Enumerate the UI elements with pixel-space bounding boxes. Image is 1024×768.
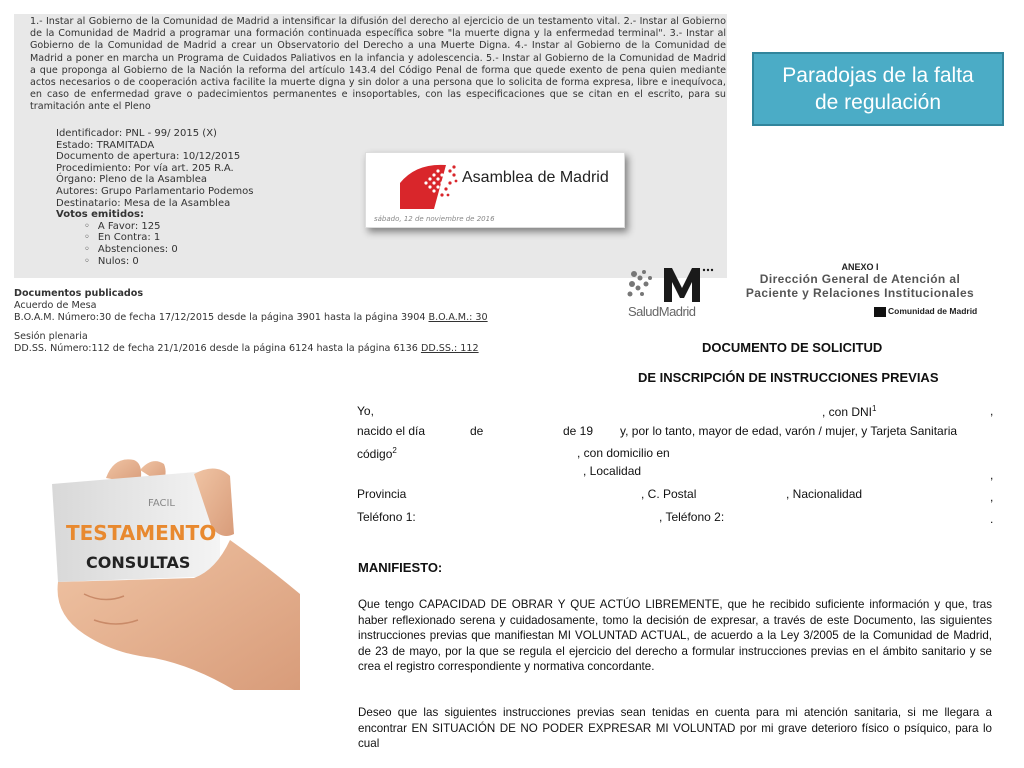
vote-item: ◦ Abstenciones: 0 — [84, 244, 253, 256]
trailing-comma: , — [990, 404, 994, 418]
comunidad-flag-icon — [874, 307, 886, 317]
field-de: de — [470, 424, 484, 438]
title-line-2: de regulación — [814, 91, 942, 114]
field-con-dni — [822, 404, 876, 419]
footnote-1: 1 — [872, 404, 877, 413]
field-domicilio: , con domicilio en — [577, 446, 670, 460]
motion-panel — [14, 14, 727, 278]
ddss-row — [14, 343, 488, 355]
boam-link[interactable]: B.O.A.M.: 30 — [428, 311, 488, 323]
field-localidad: , Localidad — [583, 464, 642, 478]
votes-list — [56, 221, 253, 267]
vote-item: ◦ A Favor: 125 — [84, 221, 253, 233]
ddss-text: DD.SS. Número:112 de fecha 21/1/2016 desde la página 6124 hasta la página 6136 — [14, 343, 418, 355]
organo: Órgano: Pleno de la Asamblea — [56, 174, 207, 186]
card-text-consultas: CONSULTAS — [86, 553, 191, 572]
field-telefono-2: , Teléfono 2: — [659, 510, 725, 524]
vote-item: ◦ En Contra: 1 — [84, 232, 253, 244]
codigo-label: código — [357, 447, 393, 461]
trailing-comma: , — [990, 490, 994, 504]
asamblea-date: sábado, 12 de noviembre de 2016 — [374, 215, 495, 223]
field-yo: Yo, — [357, 404, 374, 418]
manifiesto-title: MANIFIESTO: — [358, 560, 443, 575]
direccion-general — [726, 272, 994, 300]
published-documents — [14, 288, 488, 355]
asamblea-name: Asamblea de Madrid — [462, 169, 609, 186]
field-mayor-edad: y, por lo tanto, mayor de edad, varón / mujer, y Tarjeta Sanitaria — [620, 424, 958, 438]
ddss-link[interactable]: DD.SS.: 112 — [420, 343, 479, 355]
footnote-2: 2 — [392, 446, 397, 455]
direccion-line-2: Paciente y Relaciones Institucionales — [745, 286, 975, 300]
manifiesto-paragraph-2: Deseo que las siguientes instrucciones previas sean tenidas en cuenta para mi atención sanitaria, si me llegara a encontrar EN SITUACIÓN DE NO PODER EXPRESAR MI VOLUNTAD por mi grave deterioro físico o psíquico, para lo cual — [358, 706, 992, 751]
comunidad-text: Comunidad de Madrid — [888, 306, 978, 316]
con-dni-label: , con DNI — [822, 405, 873, 419]
field-cpostal: , C. Postal — [641, 487, 697, 501]
acuerdo-label: Acuerdo de Mesa — [14, 299, 97, 311]
anexo-label: ANEXO I — [841, 262, 879, 272]
field-nacionalidad: , Nacionalidad — [786, 487, 863, 501]
boam-row — [14, 312, 488, 324]
salud-madrid-label: SaludMadrid — [628, 304, 696, 319]
form-title: DOCUMENTO DE SOLICITUD — [702, 340, 883, 355]
published-title: Documentos publicados — [14, 288, 144, 299]
direccion-line-1: Dirección General de Atención al — [759, 272, 961, 286]
title-line-1: Paradojas de la falta — [782, 64, 974, 87]
vote-item: ◦ Nulos: 0 — [84, 256, 253, 268]
autores: Autores: Grupo Parlamentario Podemos — [56, 185, 254, 197]
comunidad-madrid-label — [874, 306, 977, 317]
field-provincia: Provincia — [357, 487, 407, 501]
field-telefono-1: Teléfono 1: — [357, 510, 416, 524]
motion-text: 1.- Instar al Gobierno de la Comunidad de Madrid a intensificar la difusión del derecho al ejercicio de un testamento vital. 2.- Instar al Gobierno de la Comunidad de Madrid a programar una formación continuada específica sobre "la muerte digna y la enfermedad terminal". 3.- Instar al Gobierno de la Comunidad de Madrid a crear un Observatorio del Derecho a una Muerte Digna. 4.- Instar al Gobierno de la Comunidad de Madrid a poner en marcha un Programa de Cuidados Paliativos en la infancia y adolescencia. 5.- Instar al Gobierno de la Comunidad de Madrid a que proponga al Gobierno de la Nación la reforma del artículo 143.4 del Código Penal de forma que quede exento de pena quien mediante actos necesarios o de cooperación activa facilite la muerte digna y sin dolor a una persona que lo solicita de forma expresa, libre e inequívoca, en caso de enfermedad grave o padecimientos permanentes e insoportables, con las especificaciones que se citan en el escrito, para su tramitación ante el Pleno — [30, 16, 726, 113]
slide-title-box — [752, 52, 1004, 126]
destinatario: Destinatario: Mesa de la Asamblea — [56, 197, 231, 209]
votos-title: Votos emitidos: — [56, 209, 144, 221]
field-de19: de 19 — [563, 424, 594, 438]
asamblea-logo-icon — [398, 159, 460, 211]
procedimiento: Procedimiento: Por vía art. 205 R.A. — [56, 162, 234, 174]
estado: Estado: TRAMITADA — [56, 139, 155, 151]
card-text-facil: FACIL — [148, 498, 176, 509]
motion-metadata — [56, 128, 253, 267]
field-codigo — [357, 446, 397, 461]
card-text-testamento: TESTAMENTO — [66, 521, 217, 545]
anexo-header — [726, 262, 994, 300]
asamblea-card — [365, 152, 625, 228]
field-nacido: nacido el día — [357, 424, 426, 438]
hand-holding-card-image — [44, 444, 300, 690]
identificador: Identificador: PNL - 99/ 2015 (X) — [56, 128, 217, 139]
trailing-comma: , — [990, 468, 994, 482]
form-subtitle: DE INSCRIPCIÓN DE INSTRUCCIONES PREVIAS — [638, 370, 939, 385]
trailing-period: . — [990, 512, 994, 526]
apertura: Documento de apertura: 10/12/2015 — [56, 151, 241, 163]
manifiesto-paragraph-1: Que tengo CAPACIDAD DE OBRAR Y QUE ACTÚO LIBREMENTE, que he recibido suficiente información y que, tras haber reflexionado serena y cuidadosamente, tomo la decisión de expresar, a través de este Documento, las siguientes instrucciones previas que manifiestan MI VOLUNTAD ACTUAL, de acuerdo a la Ley 3/2005 de la Comunidad de Madrid, de 23 de mayo, por la que se regula el ejercicio del derecho a formular instrucciones previas en el ámbito sanitario y se crea el registro correspondiente y normativa concordante. — [358, 598, 992, 674]
sesion-label: Sesión plenaria — [14, 331, 88, 343]
boam-text: B.O.A.M. Número:30 de fecha 17/12/2015 desde la página 3901 hasta la página 3904 — [14, 311, 426, 323]
